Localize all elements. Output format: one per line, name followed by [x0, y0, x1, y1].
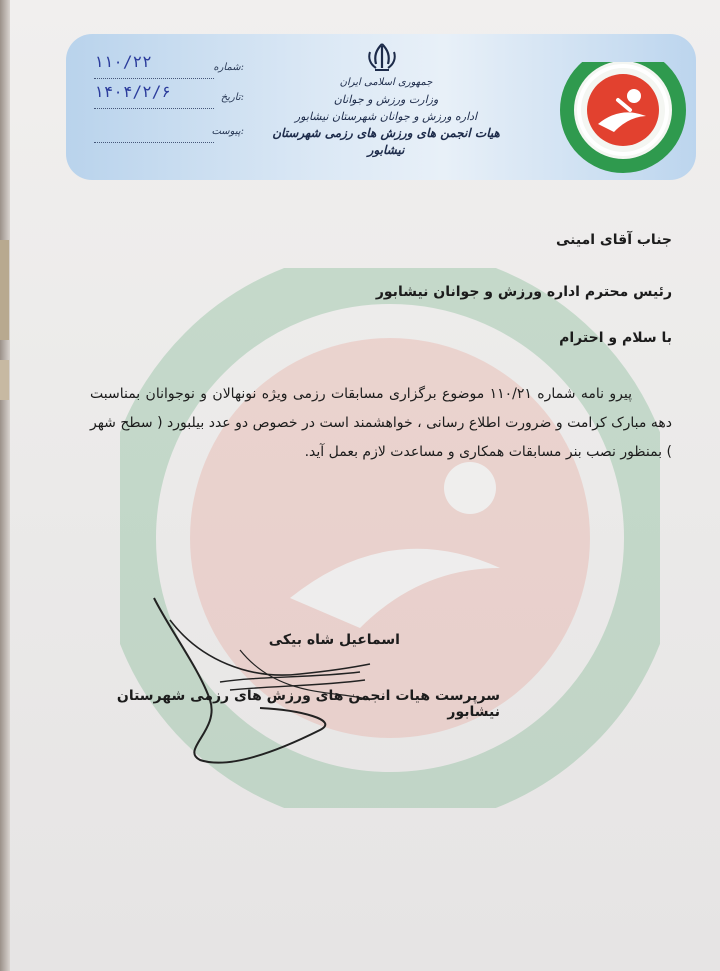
- salutation: جناب آقای امینی: [556, 232, 672, 248]
- letterhead-line-1: جمهوری اسلامی ایران: [339, 77, 433, 88]
- letter-attachment-field: [94, 124, 244, 146]
- letter-number-field: [94, 52, 244, 82]
- letterhead-line-3: اداره ورزش و جوانان شهرستان نیشابور: [294, 110, 478, 123]
- letterhead-line-4: هیات انجمن های ورزش های رزمی شهرستان نیشابور: [272, 126, 500, 157]
- letter-number-value: ۱۱۰/۲۲: [94, 52, 152, 71]
- recipient-title: رئیس محترم اداره ورزش و جوانان نیشابور: [375, 284, 672, 300]
- association-logo-icon: [558, 62, 688, 192]
- letter-paragraph: پیرو نامه شماره ۱۱۰/۲۱ موضوع برگزاری مسابقات رزمی ویژه نونهالان و نوجوانان بمناسبت دهه مبارک کرامت و ضرورت اطلاع رسانی ، خواهشمند است در خصوص دو عدد بیلبورد ( سطح شهر ) بمنظور نصب بنر مسابقات همکاری و مساعدت لازم بعمل آید.: [90, 386, 672, 460]
- greeting: با سلام و احترام: [559, 330, 672, 346]
- letterhead-line-2: وزارت ورزش و جوانان: [333, 93, 439, 106]
- letter-date-value: ۱۴۰۴/۲/۶: [94, 82, 172, 101]
- binder-edge: [0, 0, 10, 971]
- letter-attachment-label: پیوست:: [211, 126, 244, 137]
- letterhead-titles: [266, 74, 506, 159]
- handwritten-signature-icon: [140, 590, 380, 770]
- iran-emblem-icon: [362, 42, 402, 74]
- signer-title: سرپرست هیات انجمن های ورزش های رزمی شهرستان نیشابور: [116, 688, 500, 720]
- letter-number-label: شماره:: [213, 62, 244, 73]
- letter-date-label: تاریخ:: [220, 92, 244, 103]
- letter-date-field: [94, 82, 244, 112]
- signer-name: اسماعیل شاه بیکی: [268, 632, 400, 648]
